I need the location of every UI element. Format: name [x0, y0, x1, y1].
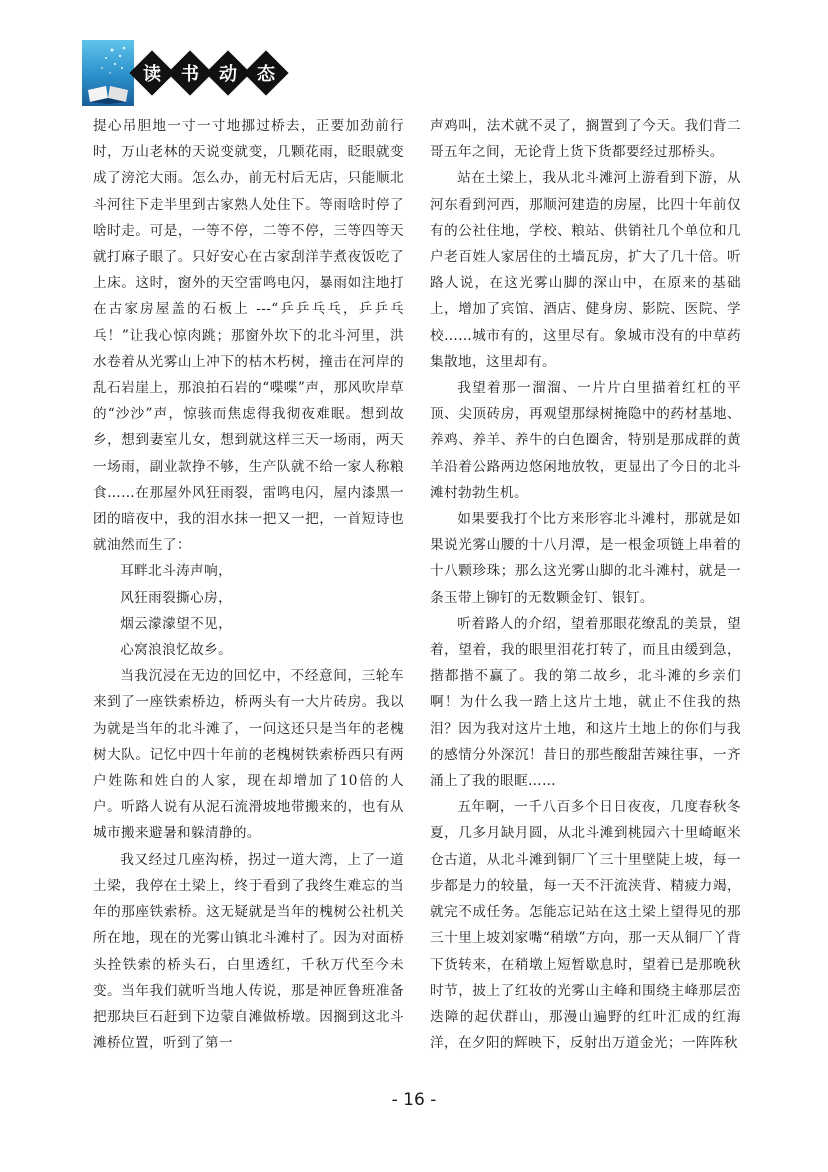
poem-line: 心窝浪浪忆故乡。 — [120, 642, 233, 659]
paragraph: 我望着那一溜溜、一片片白里描着红杠的平顶、尖顶砖房，再观望那绿树掩隐中的药材基地、养鸡、养羊、养牛的白色圈舍，特别是那成群的黄羊沿着公路两边悠闲地放牧，更显出了今日的北斗滩村勃勃生机。 — [430, 380, 741, 501]
title-char: 读 — [129, 50, 174, 95]
poem-line: 耳畔北斗涛声响， — [120, 563, 233, 580]
paragraph: 五年啊，一千八百多个日日夜夜，几度春秋冬夏，几多月缺月圆，从北斗滩到桃园六十里崎岖米仓古道，从北斗滩到铜厂丫三十里壁陡上坡，每一步都是力的较量，每一天不汗流浃背、精疲力竭，就完不成任务。怎能忘记站在这土梁上望得见的那三十里上坡刘家嘴“稍墩”方向，那一天从铜厂丫背下货转来，在稍墩上短暂歇息时，望着已是那晚秋时节，披上了红妆的光雾山主峰和围绕主峰那层峦迭障的起伏群山，那漫山遍野的红叶汇成的红海洋，在夕阳的辉映下，反射出万道金光；一阵阵秋 — [430, 799, 741, 1052]
title-char: 书 — [167, 50, 212, 95]
title-char: 动 — [205, 50, 250, 95]
section-title — [136, 54, 288, 89]
title-char: 态 — [243, 50, 288, 95]
paragraph: 站在土梁上，我从北斗滩河上游看到下游，从河东看到河西，那顺河建造的房屋，比四十年前仅有的公社住地，学校、粮站、供销社几个单位和几户老百姓人家居住的土墙瓦房，扩大了几十倍。听路人说，在这光雾山脚的深山中，在原来的基础上，增加了宾馆、酒店、健身房、影院、医院、学校……城市有的，这里尽有。象城市没有的中草药集散地，这里却有。 — [430, 170, 741, 370]
right-column — [430, 113, 741, 1056]
paragraph: 当我沉浸在无边的回忆中，不经意间，三轮车来到了一座铁索桥边，桥两头有一大片砖房。我以为就是当年的北斗滩了，一问这还只是当年的老槐树大队。记忆中四十年前的老槐树铁索桥西只有两户姓陈和姓白的人家，现在却增加了10倍的人户。听路人说有从泥石流滑坡地带搬来的，也有从城市搬来避暑和躲清静的。 — [93, 668, 404, 842]
paragraph: 听着路人的介绍，望着那眼花缭乱的美景，望着，望着，我的眼里泪花打转了，而且由缓到急，揩都揩不赢了。我的第二故乡，北斗滩的乡亲们啊！为什么我一踏上这片土地，就止不住我的热泪？因为我对这片土地，和这片土地上的你们与我的感情分外深沉！昔日的那些酸甜苦辣往事，一齐涌上了我的眼眶…… — [430, 615, 741, 790]
paragraph: 声鸡叫，法术就不灵了，搁置到了今天。我们背二哥五年之间，无论背上货下货都要经过那桥头。 — [430, 118, 741, 161]
paragraph: 如果要我打个比方来形容北斗滩村，那就是如果说光雾山腰的十八月潭，是一根金项链上串着的十八颗珍珠；那么这光雾山脚的北斗滩村，就是一条玉带上铆钉的无数颗金钉、银钉。 — [430, 511, 741, 606]
poem-line: 烟云濛濛望不见， — [120, 615, 233, 632]
open-book-icon — [82, 40, 134, 106]
paragraph: 提心吊胆地一寸一寸地挪过桥去，正要加劲前行时，万山老林的天说变就变，几颗花雨，眨眼就变成了滂沱大雨。怎么办，前无村后无店，只能顺北斗河往下走半里到古家熟人处住下。等雨啥时停了啥时走。可是，一等不停，二等不停，三等四等天就打麻子眼了。只好安心在古家刮洋芋煮夜饭吃了上床。这时，窗外的天空雷鸣电闪，暴雨如注地打在古家房屋盖的石板上 ---“乒乒乓乓，乒乒乓乓！”让我心惊肉跳；那窗外坎下的北斗河里，洪水卷着从光雾山上冲下的枯木朽树，撞击在河岸的乱石岩崖上，那浪拍石岩的“喋喋”声，那风吹岸草的“沙沙”声，惊骇而焦虑得我彻夜难眠。想到故乡，想到妻室儿女，想到就这样三天一场雨，两天一场雨，副业款挣不够，生产队就不给一家人称粮食……在那屋外风狂雨裂，雷鸣电闪，屋内漆黑一团的暗夜中，我的泪水抹一把又一把，一首短诗也就油然而生了： — [93, 118, 404, 554]
page-number: - 16 - — [391, 1090, 437, 1110]
paragraph: 我又经过几座沟桥，拐过一道大湾，上了一道土梁，我停在土梁上，终于看到了我终生难忘的当年的那座铁索桥。这无疑就是当年的槐树公社机关所在地，现在的光雾山镇北斗滩村了。因为对面桥头拴铁索的桥头石，白里透红，千秋万代至今未变。当年我们就听当地人传说，那是神匠鲁班准备把那块巨石赶到下边蒙自滩做桥墩。因搁到这北斗滩桥位置，听到了第一 — [93, 851, 404, 1052]
section-header — [82, 40, 322, 110]
poem-line: 风狂雨裂撕心房， — [120, 589, 233, 606]
left-column — [93, 113, 404, 1056]
